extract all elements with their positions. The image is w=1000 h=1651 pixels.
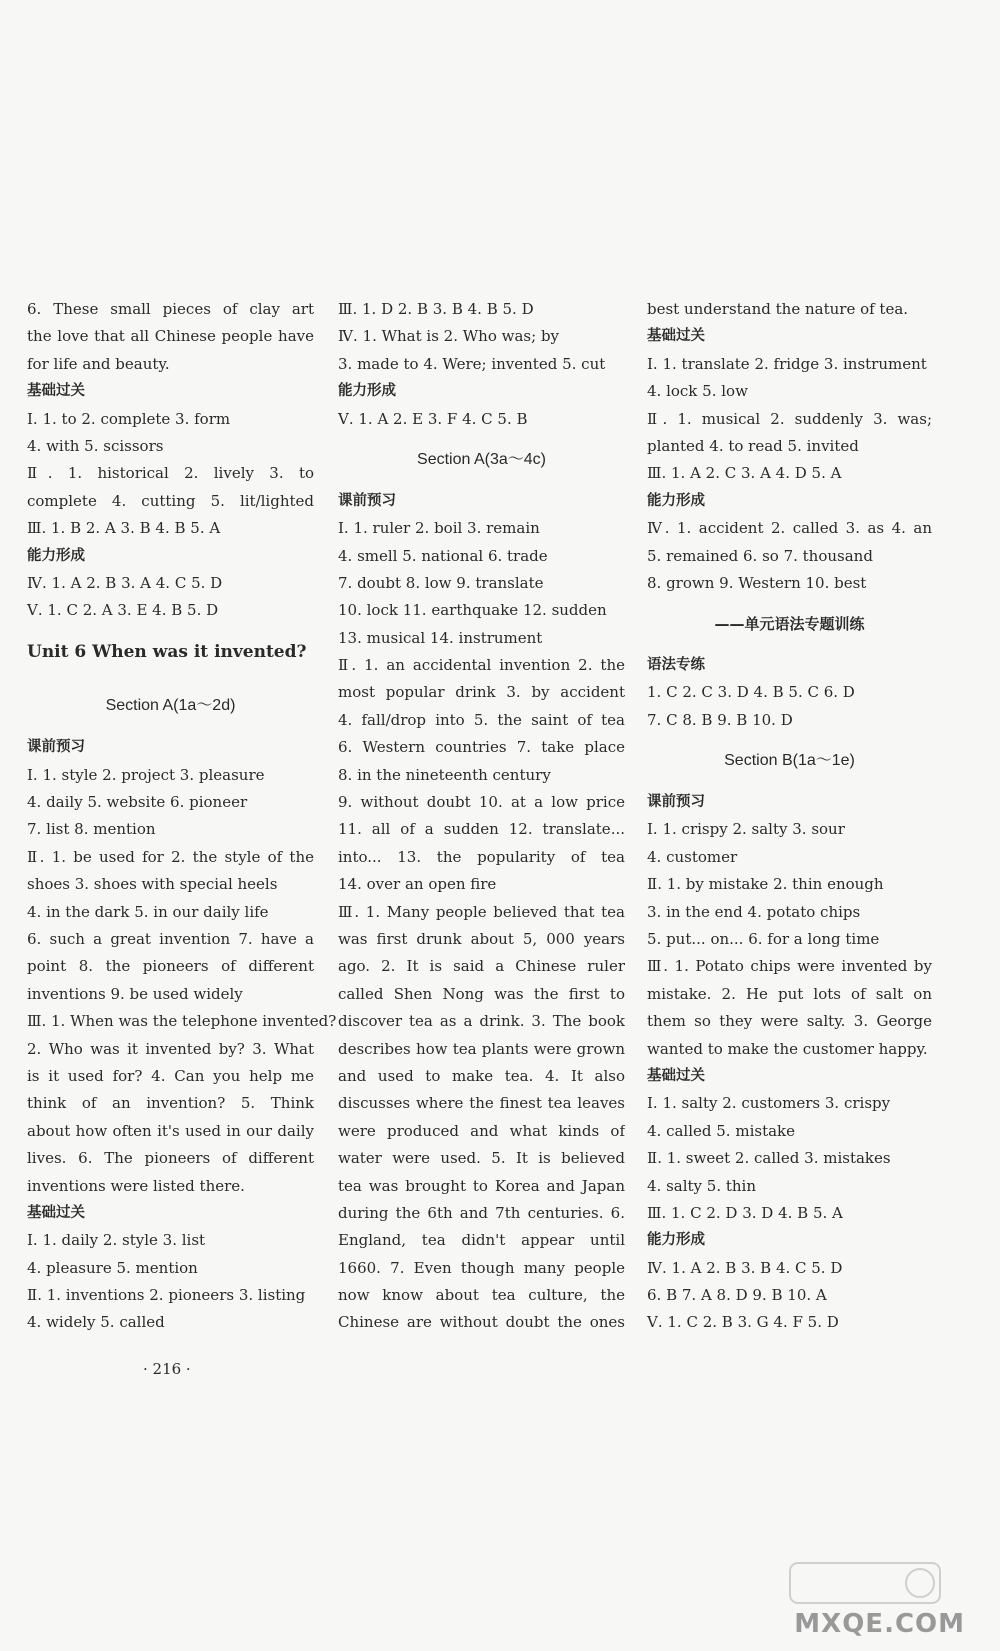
answer-line: Ⅰ. 1. translate 2. fridge 3. instrument (647, 354, 927, 373)
answer-line: into... 13. the popularity of tea (338, 847, 625, 866)
answer-line: Ⅱ. 1. be used for 2. the style of the (27, 847, 314, 866)
answer-line: Ⅰ. 1. daily 2. style 3. list (27, 1231, 206, 1250)
answer-line: Ⅲ. 1. Potato chips were invented by (647, 957, 932, 976)
answer-line: 5. put... on... 6. for a long time (647, 930, 880, 949)
grammar-section-title (647, 597, 932, 652)
right-column (647, 296, 932, 1337)
left-column (27, 296, 337, 1337)
answer-line: best understand the nature of tea. (647, 300, 909, 318)
answer-line: Ⅴ. 1. A 2. E 3. F 4. C 5. B (338, 409, 528, 428)
section-title: Section B(1a～1e) (724, 752, 855, 770)
answer-line: 3. made to 4. Were; invented 5. cut (338, 354, 606, 373)
section-heading: 课前预习 (27, 739, 85, 756)
answer-line: 4. widely 5. called (27, 1313, 165, 1332)
answer-line: inventions 9. be used widely (27, 984, 243, 1003)
answer-line: 8. grown 9. Western 10. best (647, 573, 867, 592)
section-heading: 能力形成 (647, 1232, 705, 1249)
answer-line: Ⅳ. 1. A 2. B 3. A 4. C 5. D (27, 573, 223, 592)
answer-line: Ⅲ. 1. C 2. D 3. D 4. B 5. A (647, 1203, 843, 1222)
answer-line: Ⅰ. 1. salty 2. customers 3. crispy (647, 1094, 891, 1113)
unit-title: Unit 6 When was it invented? (27, 641, 307, 662)
answer-line: water were used. 5. It is believed (338, 1149, 625, 1168)
section-heading: 基础过关 (647, 1067, 705, 1084)
section-heading: 能力形成 (338, 383, 396, 400)
section-heading: 课前预习 (647, 794, 705, 811)
answer-line: 4. salty 5. thin (647, 1176, 757, 1195)
answer-line: wanted to make the customer happy. (647, 1039, 928, 1058)
watermark-text: MXQE.COM (794, 1609, 965, 1639)
answer-line: planted 4. to read 5. invited (647, 436, 859, 455)
answer-line: Ⅲ. 1. B 2. A 3. B 4. B 5. A (27, 519, 221, 538)
answer-line: was first drunk about 5, 000 years (338, 930, 625, 948)
answer-line: discover tea as a drink. 3. The book (338, 1012, 625, 1031)
answer-line: 10. lock 11. earthquake 12. sudden (338, 601, 607, 620)
section-heading: 课前预习 (338, 492, 396, 509)
middle-column (338, 296, 625, 1337)
answer-line: 3. in the end 4. potato chips (647, 902, 861, 921)
answer-line: Ⅳ. 1. A 2. B 3. B 4. C 5. D (647, 1258, 843, 1277)
grammar-title-text: 单元语法专题训练 (744, 615, 865, 634)
section-heading: 基础过关 (27, 1204, 85, 1221)
answer-line: Ⅱ. 1. inventions 2. pioneers 3. listing (27, 1286, 306, 1305)
answer-line: lives. 6. The pioneers of different (27, 1149, 314, 1168)
answer-line: describes how tea plants were grown (338, 1039, 625, 1058)
answer-line: shoes 3. shoes with special heels (27, 875, 278, 894)
answer-line: 6. These small pieces of clay art (27, 300, 314, 318)
answer-line: Ⅲ. 1. A 2. C 3. A 4. D 5. A (647, 464, 842, 483)
answer-line: Ⅴ. 1. C 2. B 3. G 4. F 5. D (647, 1313, 839, 1332)
section-title: Section A(1a～2d) (105, 697, 236, 715)
answer-line: inventions were listed there. (27, 1176, 245, 1195)
answer-line: 7. list 8. mention (27, 820, 156, 839)
answer-line: 1. C 2. C 3. D 4. B 5. C 6. D (647, 683, 855, 702)
answer-line: 6. Western countries 7. take place (338, 738, 625, 757)
answer-line: Ⅱ. 1. sweet 2. called 3. mistakes (647, 1149, 891, 1168)
answer-line: 6. B 7. A 8. D 9. B 10. A (647, 1286, 827, 1305)
answer-line: 13. musical 14. instrument (338, 628, 543, 647)
answer-line: for life and beauty. (27, 354, 170, 373)
answer-line: Ⅱ. 1. musical 2. suddenly 3. was; (647, 409, 932, 428)
answer-line: Ⅲ. 1. D 2. B 3. B 4. B 5. D (338, 300, 534, 318)
answer-line: 4. lock 5. low (647, 382, 748, 401)
answer-line: 4. fall/drop into 5. the saint of tea (338, 710, 625, 729)
page-number: · 216 · (143, 1360, 191, 1378)
section-heading: 能力形成 (27, 547, 85, 564)
answer-line: discusses where the finest tea leaves (338, 1094, 625, 1113)
section-title: Section A(3a～4c) (417, 450, 546, 468)
answer-line: is it used for? 4. Can you help me (27, 1066, 314, 1085)
answer-line: Ⅰ. 1. to 2. complete 3. form (27, 409, 231, 428)
answer-line: Ⅱ. 1. an accidental invention 2. the (338, 656, 625, 675)
answer-line: 7. C 8. B 9. B 10. D (647, 710, 793, 729)
section-heading: 基础过关 (27, 383, 85, 400)
answer-line: Ⅰ. 1. crispy 2. salty 3. sour (647, 820, 845, 839)
answer-line: Ⅱ. 1. by mistake 2. thin enough (647, 875, 884, 894)
answer-line: 5. remained 6. so 7. thousand (647, 546, 873, 565)
answer-line: now know about tea culture, the (338, 1286, 625, 1305)
answer-line: 4. pleasure 5. mention (27, 1258, 198, 1277)
answer-line: ago. 2. It is said a Chinese ruler (338, 957, 625, 976)
answer-line: mistake. 2. He put lots of salt on (647, 984, 932, 1003)
answer-line: Ⅳ. 1. What is 2. Who was; by (338, 327, 560, 346)
answer-line: during the 6th and 7th centuries. 6. (338, 1203, 625, 1222)
answer-line: 7. doubt 8. low 9. translate (338, 573, 544, 592)
answer-line: Ⅲ. 1. When was the telephone invented? (27, 1012, 337, 1031)
answer-line: 14. over an open fire (338, 875, 497, 894)
answer-line: and used to make tea. 4. It also (338, 1066, 625, 1085)
answer-line: tea was brought to Korea and Japan (338, 1176, 625, 1195)
answer-line: the love that all Chinese people have (27, 327, 314, 346)
answer-line: point 8. the pioneers of different (27, 957, 314, 976)
answer-line: 4. smell 5. national 6. trade (338, 546, 548, 565)
section-heading: 能力形成 (647, 492, 705, 509)
answer-line: Ⅱ. 1. historical 2. lively 3. to (27, 464, 314, 483)
answer-line: 11. all of a sudden 12. translate... (338, 820, 625, 839)
answer-line: 8. in the nineteenth century (338, 765, 551, 784)
answer-line: complete 4. cutting 5. lit/lighted (27, 491, 314, 510)
answer-line: about how often it's used in our daily (27, 1121, 314, 1140)
answer-line: them so they were salty. 3. George (647, 1012, 932, 1031)
section-heading: 基础过关 (647, 328, 705, 345)
answer-line: Ⅰ. 1. ruler 2. boil 3. remain (338, 519, 540, 538)
answer-line: think of an invention? 5. Think (27, 1094, 314, 1113)
answer-line: Ⅰ. 1. style 2. project 3. pleasure (27, 765, 265, 784)
answer-line: 2. Who was it invented by? 3. What (27, 1039, 314, 1058)
answer-line: 4. called 5. mistake (647, 1121, 796, 1140)
section-heading: 语法专练 (647, 657, 705, 674)
answer-line: 1660. 7. Even though many people (338, 1258, 625, 1277)
answer-line: 4. customer (647, 847, 738, 866)
answer-line: 4. daily 5. website 6. pioneer (27, 793, 248, 812)
dash-line-icon: —— (714, 615, 745, 634)
answer-line: Ⅳ. 1. accident 2. called 3. as 4. an (647, 519, 932, 538)
answer-line: 4. in the dark 5. in our daily life (27, 902, 269, 921)
answer-line: England, tea didn't appear until (338, 1231, 625, 1250)
answer-line: Ⅲ. 1. Many people believed that tea (338, 902, 625, 921)
answer-line: called Shen Nong was the first to (338, 984, 625, 1003)
answer-line: most popular drink 3. by accident (338, 683, 625, 702)
answer-line: Ⅴ. 1. C 2. A 3. E 4. B 5. D (27, 601, 219, 620)
answer-line: were produced and what kinds of (338, 1121, 625, 1140)
answer-line: 4. with 5. scissors (27, 436, 164, 455)
answer-line: Chinese are without doubt the ones (338, 1313, 625, 1332)
answer-line: 9. without doubt 10. at a low price (338, 793, 625, 812)
answer-line: 6. such a great invention 7. have a (27, 930, 314, 949)
